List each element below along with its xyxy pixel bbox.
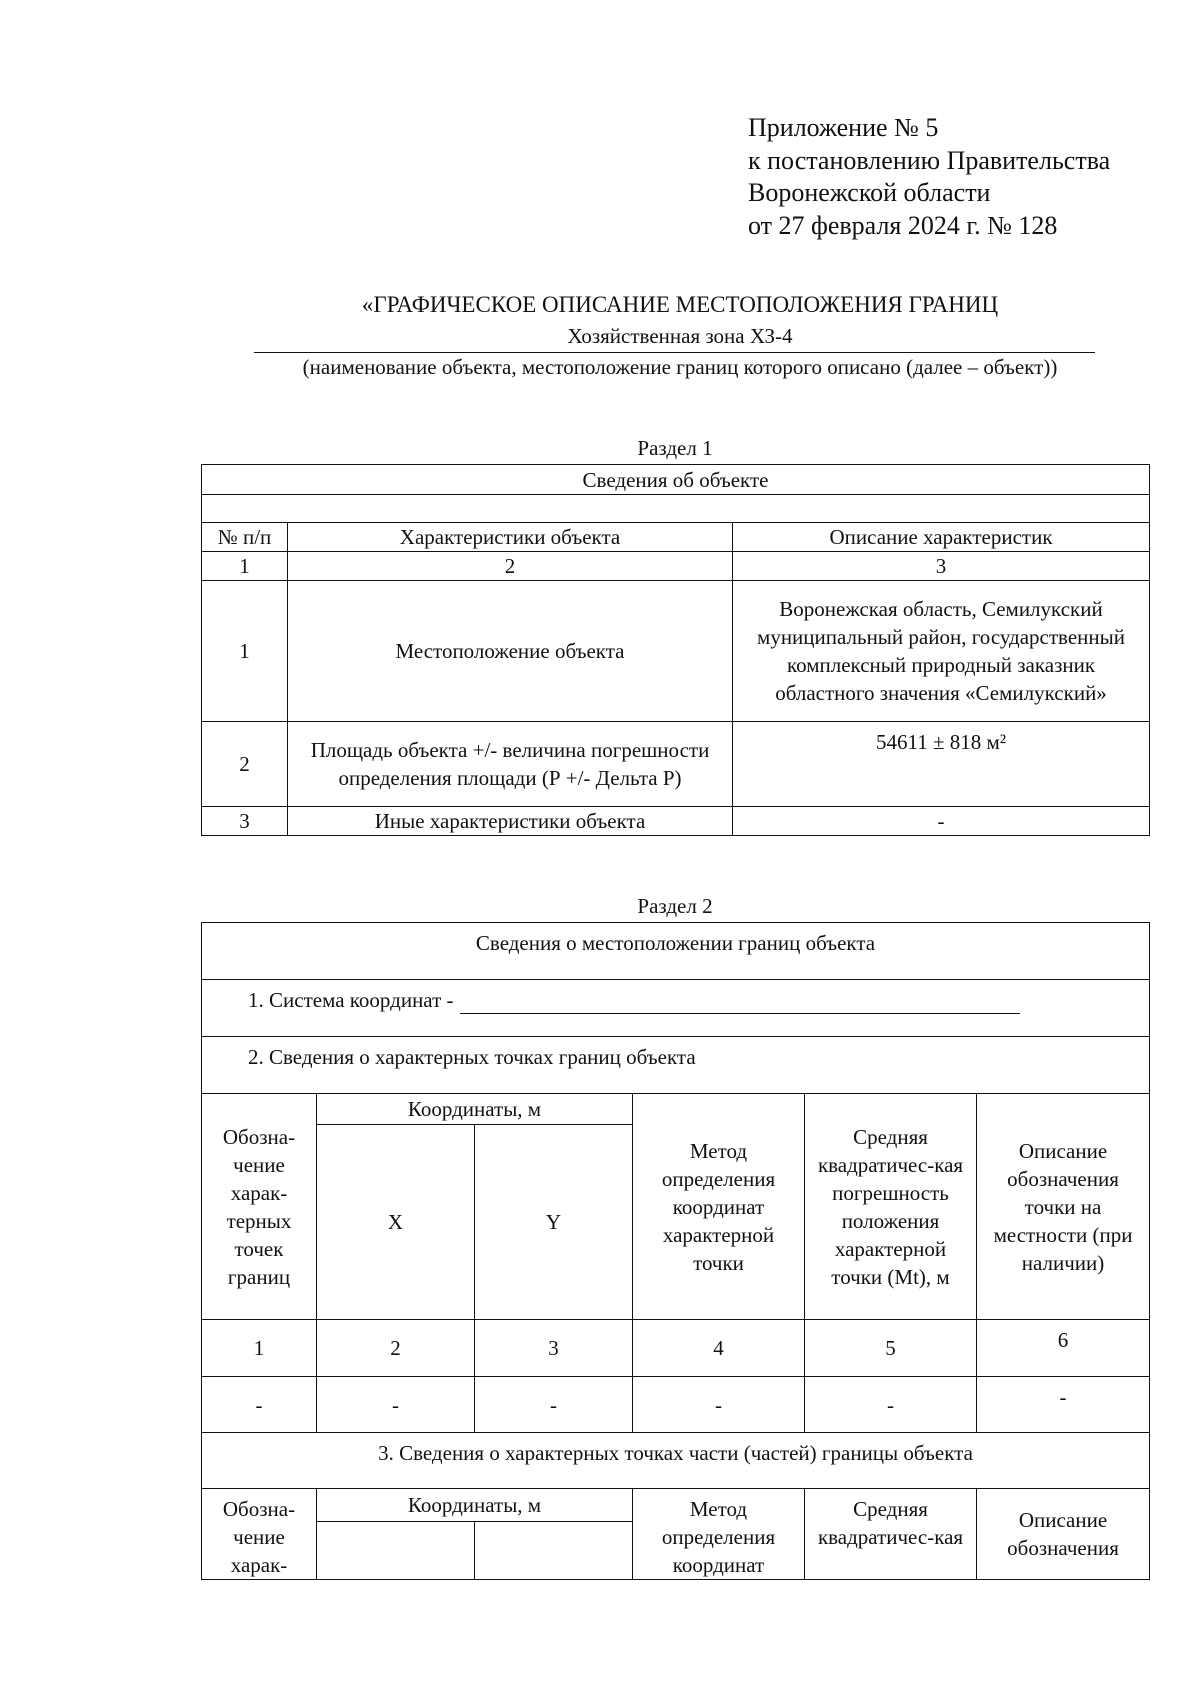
object-name-caption: (наименование объекта, местоположение границ которого описано (далее – объект)) xyxy=(302,355,1058,379)
col-number-1: 1 xyxy=(202,552,288,581)
part-col-header-coordinates: Координаты, м xyxy=(317,1489,633,1522)
col-header-y: Y xyxy=(475,1125,633,1320)
col-header-error: Средняя квадратичес-кая погрешность положения характерной точки (Mt), м xyxy=(805,1094,977,1320)
row-description: - xyxy=(733,807,1150,836)
col-number-3: 3 xyxy=(475,1320,633,1377)
table-row xyxy=(202,722,1150,807)
row-characteristic: Площадь объекта +/- величина погрешности определения площади (Р +/- Дельта Р) xyxy=(288,722,733,807)
col-header-method: Метод определения координат характерной точки xyxy=(633,1094,805,1320)
cell-x: - xyxy=(317,1377,475,1433)
section2-table xyxy=(201,922,1150,1580)
appendix-number: Приложение № 5 xyxy=(748,113,939,142)
boundary-points-heading: 2. Сведения о характерных точках границ объекта xyxy=(202,1037,1150,1094)
part-col-header-method: Метод определения координат xyxy=(633,1489,805,1580)
coordinate-system-blank xyxy=(460,991,1020,1014)
section1-heading: Сведения об объекте xyxy=(202,465,1150,495)
section2-heading: Сведения о местоположении границ объекта xyxy=(202,923,1150,980)
col-header-description: Описание характеристик xyxy=(733,523,1150,552)
row-number: 2 xyxy=(202,722,288,807)
section2-label: Раздел 2 xyxy=(637,894,713,918)
col-header-description: Описание обозначения точки на местности (при наличии) xyxy=(977,1094,1150,1320)
row-number: 3 xyxy=(202,807,288,836)
object-name: Хозяйственная зона ХЗ-4 xyxy=(567,324,793,348)
coordinate-system-row xyxy=(202,980,1150,1037)
col-number-3: 3 xyxy=(733,552,1150,581)
col-number-2: 2 xyxy=(288,552,733,581)
col-number-1: 1 xyxy=(202,1320,317,1377)
appendix-header xyxy=(748,112,1110,242)
section1-label: Раздел 1 xyxy=(637,436,713,460)
col-number-5: 5 xyxy=(805,1320,977,1377)
cell-designation: - xyxy=(202,1377,317,1433)
empty-row xyxy=(202,495,1150,523)
appendix-date: от 27 февраля 2024 г. № 128 xyxy=(748,210,1058,240)
table-row xyxy=(202,807,1150,836)
object-name-underline xyxy=(254,352,1095,353)
document-title: «ГРАФИЧЕСКОЕ ОПИСАНИЕ МЕСТОПОЛОЖЕНИЯ ГРАНИЦ xyxy=(361,292,999,317)
col-header-coordinates: Координаты, м xyxy=(317,1094,633,1125)
col-header-num: № п/п xyxy=(202,523,288,552)
cell-error: - xyxy=(805,1377,977,1433)
cell-description: - xyxy=(977,1377,1150,1433)
part-col-header-error: Средняя квадратичес-кая xyxy=(805,1489,977,1580)
col-header-x: X xyxy=(317,1125,475,1320)
part-col-header-description: Описание обозначения xyxy=(977,1489,1150,1580)
col-number-4: 4 xyxy=(633,1320,805,1377)
col-number-6: 6 xyxy=(977,1320,1150,1377)
row-number: 1 xyxy=(202,581,288,722)
part-col-x xyxy=(317,1521,475,1580)
part-col-y xyxy=(475,1521,633,1580)
section1-table xyxy=(201,464,1150,836)
part-boundary-heading: 3. Сведения о характерных точках части (частей) границы объекта xyxy=(202,1433,1150,1489)
table-row xyxy=(202,581,1150,722)
col-number-2: 2 xyxy=(317,1320,475,1377)
table-row xyxy=(202,1377,1150,1433)
col-header-characteristic: Характеристики объекта xyxy=(288,523,733,552)
row-characteristic: Местоположение объекта xyxy=(288,581,733,722)
appendix-resolution: к постановлению Правительства xyxy=(748,145,1111,175)
row-characteristic: Иные характеристики объекта xyxy=(288,807,733,836)
row-description: Воронежская область, Семилукский муниципальный район, государственный комплексный природный заказник областного значения «Семилукский» xyxy=(733,581,1150,722)
cell-method: - xyxy=(633,1377,805,1433)
row-description: 54611 ± 818 м² xyxy=(733,722,1150,807)
col-header-designation: Обозна-чение харак-терных точек границ xyxy=(202,1094,317,1320)
cell-y: - xyxy=(475,1377,633,1433)
coordinate-system-label: 1. Система координат - xyxy=(248,988,454,1012)
part-col-header-designation: Обозна-чение харак- xyxy=(202,1489,317,1580)
appendix-region: Воронежской области xyxy=(748,178,991,207)
